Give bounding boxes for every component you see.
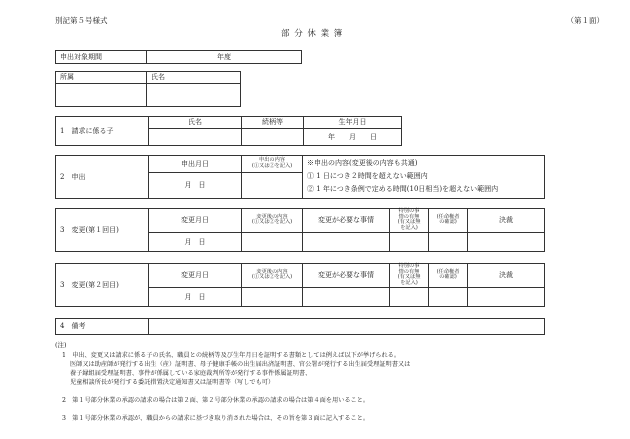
request-options-cell (303, 156, 545, 199)
change-2-auth-l2: の確認) (439, 274, 457, 281)
change-2-proof-field[interactable] (390, 287, 429, 306)
request-section-label: 2 申出 (56, 156, 149, 199)
change-1-content-sub: (①又は②を記入) (251, 219, 293, 226)
child-name-header: 氏名 (149, 117, 242, 129)
note-1-line-3: 養子縁組届受理証明書、事件が係属している家庭裁判所等が発行する事件係属証明書、 (70, 370, 312, 377)
change-2-date-field[interactable]: 月 日 (149, 287, 242, 306)
change-1-content-label: 変更後の内容 (256, 213, 288, 220)
change-2-auth-field[interactable] (429, 287, 468, 306)
change-1-proof-field[interactable] (390, 232, 429, 251)
change-1-auth-l2: の確認) (439, 219, 457, 226)
page-number: （第１面） (566, 16, 604, 25)
change-2-proof-l4: を記入) (400, 280, 418, 287)
change-2-decision-header: 決裁 (468, 264, 545, 288)
staff-table (55, 71, 241, 107)
change-2-reason-field[interactable] (303, 287, 390, 306)
note-1-line-4: 児童相談所長が発行する委託措置決定通知書又は証明書等（写しでも可） (70, 379, 275, 386)
note-1-line-2: 医師又は助産師が発行する出生（産）証明書、母子健康手帳の出生届出済証明書、官公署が発行する出生届受理証明書又は (70, 361, 411, 368)
dept-field[interactable] (56, 84, 147, 107)
change-1-auth-field[interactable] (429, 232, 468, 251)
change-2-proof-header (390, 264, 429, 288)
change-1-proof-l3: (有又は無 (397, 219, 421, 226)
name-field[interactable] (147, 84, 241, 107)
change-2-reason-header: 変更が必要な事情 (303, 264, 390, 288)
child-name-field[interactable] (149, 129, 242, 146)
period-table (55, 50, 302, 64)
change-2-proof-l2: 情の有無 (398, 268, 420, 275)
note-3: 3 第１号部分休業の承認が、職員からの請求に基づき取り消された場合は、その旨を第３面に記入すること。 (62, 415, 370, 422)
change-2-auth-l1: (任命権者 (436, 268, 460, 275)
remarks-field[interactable] (149, 319, 545, 335)
change-1-reason-header: 変更が必要な事情 (303, 209, 390, 233)
request-date-header: 申出月日 (149, 156, 242, 173)
request-content-header-sub: (①又は②を記入) (251, 163, 293, 169)
change-1-decision-header: 決裁 (468, 209, 545, 233)
child-relation-header: 続柄等 (242, 117, 304, 129)
request-option-1: ① 1 日につき２時間を超えない範囲内 (307, 172, 428, 180)
request-date-field[interactable]: 月 日 (149, 173, 242, 199)
change-2-section-label: 3 変更(第２回目) (56, 264, 149, 307)
dept-label: 所属 (56, 72, 147, 84)
change-1-content-header (242, 209, 303, 233)
change-table-1 (55, 208, 545, 252)
form-number: 別記第５号様式 (55, 16, 108, 25)
child-section-label: 1 請求に係る子 (56, 117, 149, 146)
change-1-date-header: 変更月日 (149, 209, 242, 233)
note-1-line-1: 1 申出、変更又は請求に係る子の氏名、職員との続柄等及び生年月日を証明する書類としては例えば以下が挙げられる。 (62, 352, 401, 359)
child-birth-header: 生年月日 (304, 117, 402, 129)
child-relation-field[interactable] (242, 129, 304, 146)
change-2-content-label: 変更後の内容 (256, 268, 288, 275)
change-1-proof-header (390, 209, 429, 233)
change-2-proof-l3: (有又は無 (397, 274, 421, 281)
change-2-content-header (242, 264, 303, 288)
change-1-date-field[interactable]: 月 日 (149, 232, 242, 251)
remarks-table (55, 318, 545, 335)
request-option-2: ② 1 年につき条例で定める時間(10日相当)を超えない範囲内 (307, 185, 499, 193)
change-2-auth-header (429, 264, 468, 288)
change-2-date-header: 変更月日 (149, 264, 242, 288)
request-content-field[interactable] (242, 173, 303, 199)
request-content-note: ※申出の内容(変更後の内容も共通) (307, 159, 418, 167)
period-value-field[interactable]: 年度 (147, 51, 302, 64)
notes-heading: (注) (55, 341, 67, 349)
change-1-reason-field[interactable] (303, 232, 390, 251)
page-title: 部 分 休 業 簿 (281, 29, 344, 39)
change-1-proof-l4: を記入) (400, 225, 418, 232)
change-2-decision-field[interactable] (468, 287, 545, 306)
change-2-proof-l1: 特別の事 (398, 263, 420, 269)
change-2-content-field[interactable] (242, 287, 303, 306)
request-table (55, 155, 545, 199)
change-1-auth-header (429, 209, 468, 233)
change-table-2 (55, 263, 545, 307)
child-birth-field[interactable]: 年 月 日 (304, 129, 402, 146)
change-1-section-label: 3 変更(第１回目) (56, 209, 149, 252)
change-1-auth-l1: (任命権者 (436, 213, 460, 220)
request-content-header (242, 156, 303, 173)
change-1-decision-field[interactable] (468, 232, 545, 251)
change-1-proof-l1: 特別の事 (398, 208, 420, 214)
request-content-header-label: 申出の内容 (259, 157, 285, 164)
change-2-content-sub: (①又は②を記入) (251, 274, 293, 281)
change-1-content-field[interactable] (242, 232, 303, 251)
note-2: 2 第１号部分休業の承認の請求の場合は第２面、第２号部分休業の承認の請求の場合は第４面を用いること。 (62, 397, 370, 404)
change-1-proof-l2: 情の有無 (398, 213, 420, 220)
remarks-section-label: 4 備考 (56, 319, 149, 335)
period-label: 申出対象期間 (56, 51, 147, 64)
name-label: 氏名 (147, 72, 241, 84)
child-table (55, 116, 402, 146)
